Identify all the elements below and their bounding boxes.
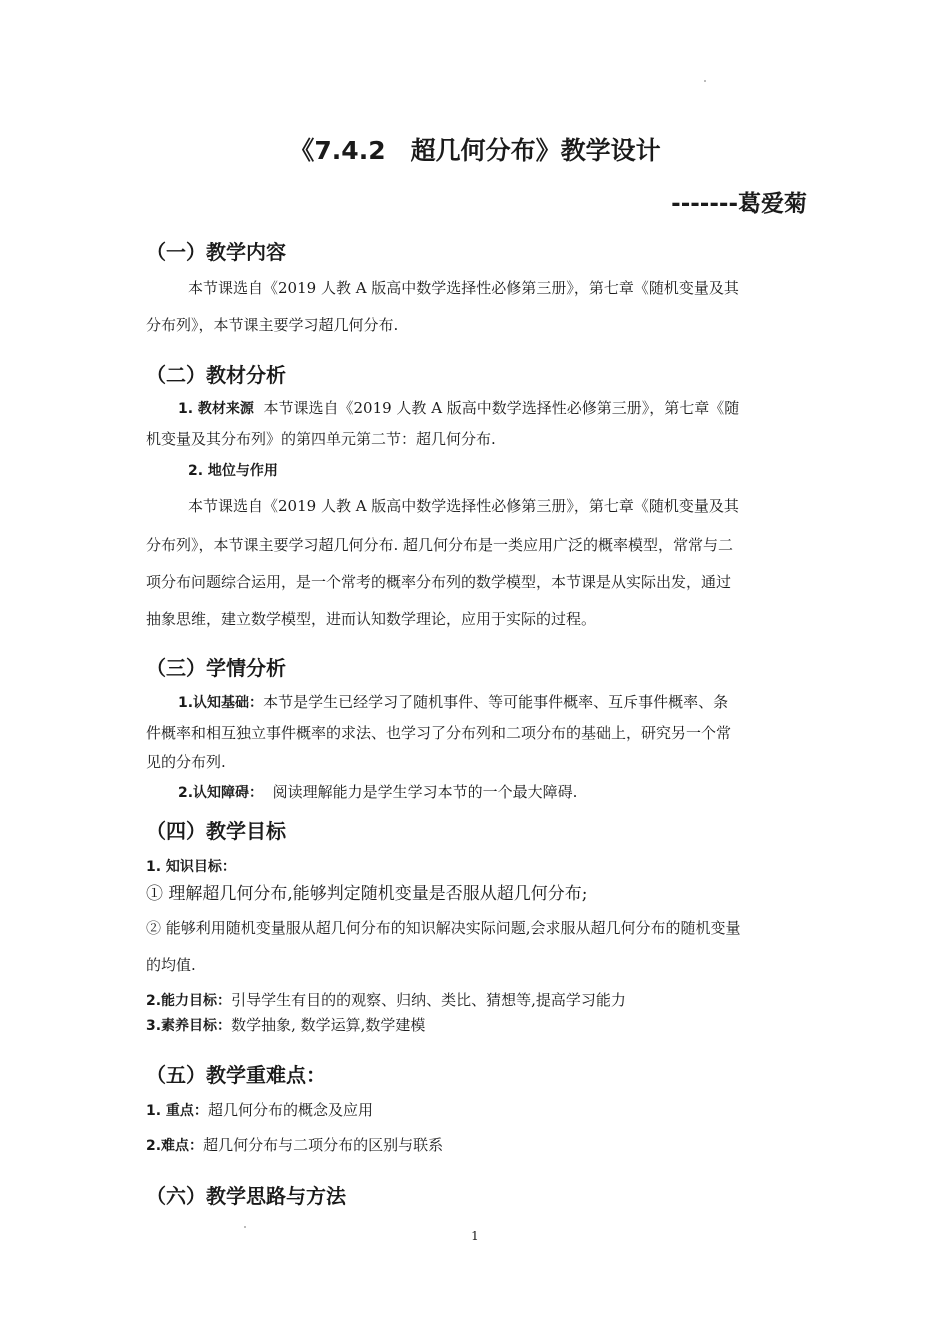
item-label: 1. 教材来源 [178,401,254,417]
item-label: 1. 重点： [146,1103,208,1119]
page-number: 1 [471,1229,479,1243]
paragraph-line [146,1099,373,1120]
paragraph-line [146,1014,425,1035]
section-heading-materials: （二）教材分析 [146,363,286,387]
item-label: 3.素养目标： [146,1018,232,1034]
section-heading-key-points: （五）教学重难点： [146,1063,326,1087]
paragraph-line: 见的分布列. [146,753,226,771]
item-label: 2.难点： [146,1138,204,1154]
scan-speck [244,1226,246,1228]
section-heading-objectives: （四）教学目标 [146,819,286,843]
paragraph-line: 抽象思维，建立数学模型，进而认知数学理论，应用于实际的过程。 [146,610,597,628]
author-name: -------葛爱菊 [671,191,807,217]
section-heading-students: （三）学情分析 [146,656,286,680]
item-label: 2.认知障碍： [178,785,264,801]
item-text: 本节课选自《2019 人教 A 版高中数学选择性必修第三册》，第七章《随 [263,399,740,417]
item-text: 阅读理解能力是学生学习本节的一个最大障碍. [272,783,578,801]
item-text: 超几何分布与二项分布的区别与联系 [203,1136,444,1154]
document-title: 《7.4.2 超几何分布》教学设计 [289,136,661,165]
paragraph-line [146,989,626,1010]
paragraph-line: 的均值. [146,956,196,974]
paragraph-line: 本节课选自《2019 人教 A 版高中数学选择性必修第三册》，第七章《随机变量及其 [188,497,739,515]
paragraph-line: 分布列》，本节课主要学习超几何分布. 超几何分布是一类应用广泛的概率模型，常常与二 [146,536,734,554]
item-label: 1.认知基础： [178,695,264,711]
paragraph-line: 机变量及其分布列》的第四单元第二节：超几何分布. [146,430,496,448]
scan-speck [704,80,706,82]
paragraph-line: 本节课选自《2019 人教 A 版高中数学选择性必修第三册》，第七章《随机变量及其 [188,279,739,297]
item-text: 超几何分布的概念及应用 [207,1101,373,1119]
paragraph-line: 项分布问题综合运用，是一个常考的概率分布列的数学模型，本节课是从实际出发，通过 [146,573,732,591]
paragraph-line [178,781,577,802]
paragraph-line: ① 理解超几何分布,能够判定随机变量是否服从超几何分布; [146,884,588,904]
paragraph-line [178,691,728,712]
item-text: 本节是学生已经学习了随机事件、等可能事件概率、互斥事件概率、条 [263,693,729,711]
paragraph-line: ② 能够利用随机变量服从超几何分布的知识解决实际问题,会求服从超几何分布的随机变量 [146,919,741,937]
paragraph-line [178,397,739,418]
section-heading-content: （一）教学内容 [146,240,286,264]
paragraph-line: 件概率和相互独立事件概率的求法、也学习了分布列和二项分布的基础上，研究另一个常 [146,724,732,742]
subheading-knowledge: 1. 知识目标： [146,859,236,875]
subheading-role: 2. 地位与作用 [188,463,278,479]
item-text: 引导学生有目的的观察、归纳、类比、猜想等,提高学习能力 [231,991,626,1009]
section-heading-methods: （六）教学思路与方法 [146,1184,346,1208]
paragraph-line [146,1134,443,1155]
item-label: 2.能力目标： [146,993,232,1009]
item-text: 数学抽象, 数学运算,数学建模 [231,1016,426,1034]
paragraph-line: 分布列》，本节课主要学习超几何分布. [146,316,399,334]
